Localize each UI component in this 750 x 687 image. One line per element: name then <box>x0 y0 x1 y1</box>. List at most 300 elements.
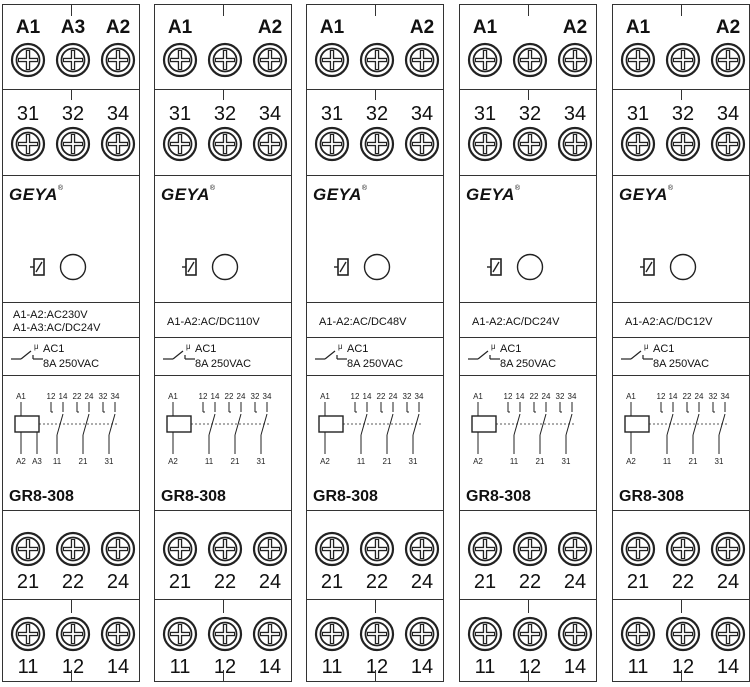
terminal-screw-icon <box>622 618 654 650</box>
indicator-led-icon <box>61 255 86 280</box>
contact-class: AC1 <box>43 343 65 355</box>
center-mark <box>528 670 529 681</box>
brand-name: GEYA <box>9 185 58 204</box>
terminal-screw-icon <box>622 128 654 160</box>
center-mark <box>375 89 376 100</box>
diagram-terminal-label: 14 <box>362 392 372 401</box>
contact-terminal-label: 24 <box>563 571 587 593</box>
contact-rating: 8A 250VAC <box>43 358 100 370</box>
diagram-terminal-label: 22 <box>376 392 386 401</box>
center-mark <box>528 5 529 16</box>
terminal-screw-icon <box>164 618 196 650</box>
brand-name: GEYA <box>313 185 362 204</box>
coil-terminal-label: A2 <box>257 17 283 38</box>
relay-module <box>459 4 597 682</box>
terminal-screw-icon <box>102 533 134 565</box>
diagram-terminal-label: 11 <box>509 457 519 466</box>
brand-logo <box>466 185 521 205</box>
terminal-screw-icon <box>12 533 44 565</box>
contact-terminal-label: 11 <box>321 656 343 678</box>
diagram-terminal-label: 21 <box>382 457 392 466</box>
contact-terminal-label: 21 <box>626 571 650 593</box>
center-mark <box>681 89 682 100</box>
terminal-row <box>3 531 139 567</box>
model-number: GR8-308 <box>313 488 378 505</box>
module-divider <box>307 302 443 303</box>
diagram-terminal-label: A2 <box>626 457 636 466</box>
diagram-terminal-label: 34 <box>110 392 120 401</box>
contact-terminal-label: 12 <box>213 656 237 678</box>
indicator-led-icon <box>671 255 696 280</box>
diagram-terminal-label: 34 <box>567 392 577 401</box>
wiring-diagram <box>460 390 596 470</box>
contact-terminal-label: 24 <box>410 571 434 593</box>
contact-terminal-label: 34 <box>716 103 740 125</box>
diagram-terminal-label: 12 <box>656 392 666 401</box>
terminal-screw-icon <box>316 618 348 650</box>
terminal-screw-icon <box>712 533 744 565</box>
diagram-terminal-label: 32 <box>708 392 718 401</box>
terminal-screw-icon <box>469 128 501 160</box>
terminal-screw-icon <box>164 44 196 76</box>
diagram-terminal-label: 14 <box>58 392 68 401</box>
center-mark <box>681 5 682 16</box>
contact-terminal-label: 32 <box>671 103 695 125</box>
coil-rating: A1-A2:AC/DC24V <box>472 316 560 328</box>
indicator-led-icon <box>213 255 238 280</box>
terminal-screw-icon <box>12 44 44 76</box>
contact-terminal-label: 22 <box>213 571 237 593</box>
coil-symbol-icon <box>307 250 443 286</box>
center-mark <box>681 599 682 613</box>
contact-terminal-label: 21 <box>168 571 192 593</box>
terminal-row <box>155 126 291 162</box>
module-divider <box>613 302 749 303</box>
terminal-screw-icon <box>209 533 241 565</box>
module-divider <box>3 337 139 338</box>
terminal-screw-icon <box>57 533 89 565</box>
contact-terminal-label: 14 <box>258 656 282 678</box>
module-divider <box>155 375 291 376</box>
micro-gap-label: μ <box>644 342 649 351</box>
terminal-row <box>613 126 749 162</box>
terminal-row <box>3 616 139 652</box>
terminal-row <box>307 126 443 162</box>
coil-box <box>625 416 649 432</box>
diagram-terminal-label: 14 <box>210 392 220 401</box>
diagram-terminal-label: 22 <box>529 392 539 401</box>
contact-terminal-label: 31 <box>626 103 650 125</box>
coil-symbol-icon <box>155 250 291 286</box>
contact-terminal-label: 11 <box>474 656 496 678</box>
diagram-terminal-label: 24 <box>84 392 94 401</box>
module-divider <box>613 175 749 176</box>
coil-terminal-label: A2 <box>715 17 741 38</box>
relay-module <box>306 4 444 682</box>
diagram-terminal-label: 31 <box>104 457 114 466</box>
terminal-screw-icon <box>406 618 438 650</box>
center-mark <box>223 599 224 613</box>
module-divider <box>613 375 749 376</box>
contact-terminal-label: 32 <box>213 103 237 125</box>
contact-terminal-label: 24 <box>258 571 282 593</box>
terminal-screw-icon <box>559 128 591 160</box>
terminal-screw-icon <box>316 44 348 76</box>
module-divider <box>3 510 139 511</box>
module-divider <box>613 510 749 511</box>
module-divider <box>460 175 596 176</box>
diagram-terminal-label: 24 <box>694 392 704 401</box>
diagram-terminal-label: A1 <box>16 392 26 401</box>
contact-terminal-label: 14 <box>410 656 434 678</box>
diagram-terminal-label: A3 <box>32 457 42 466</box>
terminal-screw-icon <box>406 533 438 565</box>
center-mark <box>375 670 376 681</box>
micro-gap-label: μ <box>338 342 343 351</box>
contact-terminal-label: 12 <box>365 656 389 678</box>
coil-terminal-label: A1 <box>15 17 41 38</box>
module-divider <box>460 337 596 338</box>
coil-terminal-label: A1 <box>472 17 498 38</box>
contact-terminal-label: 34 <box>106 103 130 125</box>
contact-terminal-label: 12 <box>518 656 542 678</box>
coil-rating: A1-A2:AC/DC12V <box>625 316 713 328</box>
registered-mark: ® <box>361 185 368 192</box>
coil-box <box>472 416 496 432</box>
contact-rating: 8A 250VAC <box>653 358 710 370</box>
diagram-terminal-label: 21 <box>78 457 88 466</box>
coil-terminal-label: A3 <box>60 17 86 38</box>
terminal-screw-icon <box>406 44 438 76</box>
diagram-terminal-label: 31 <box>408 457 418 466</box>
brand-name: GEYA <box>619 185 668 204</box>
module-divider <box>3 302 139 303</box>
center-mark <box>223 670 224 681</box>
diagram-terminal-label: 32 <box>250 392 260 401</box>
coil-symbol-icon <box>3 250 139 286</box>
diagram-terminal-label: 32 <box>402 392 412 401</box>
micro-gap-label: μ <box>491 342 496 351</box>
center-mark <box>71 670 72 681</box>
diagram-terminal-label: A1 <box>168 392 178 401</box>
contact-terminal-label: 22 <box>671 571 695 593</box>
coil-symbol-icon <box>613 250 749 286</box>
terminal-row <box>155 531 291 567</box>
terminal-row <box>613 42 749 78</box>
coil-symbol-icon <box>460 250 596 286</box>
terminal-screw-icon <box>102 128 134 160</box>
terminal-screw-icon <box>57 618 89 650</box>
coil-box <box>319 416 343 432</box>
coil-rating: A1-A2:AC/DC48V <box>319 316 407 328</box>
terminal-row <box>460 531 596 567</box>
contact-terminal-label: 34 <box>258 103 282 125</box>
center-mark <box>528 89 529 100</box>
module-divider <box>460 510 596 511</box>
module-divider <box>307 337 443 338</box>
wiring-diagram <box>3 390 139 470</box>
terminal-row <box>155 42 291 78</box>
diagram-terminal-label: 21 <box>688 457 698 466</box>
brand-name: GEYA <box>466 185 515 204</box>
contact-terminal-label: 34 <box>563 103 587 125</box>
brand-name: GEYA <box>161 185 210 204</box>
terminal-screw-icon <box>316 533 348 565</box>
diagram-terminal-label: 22 <box>682 392 692 401</box>
terminal-screw-icon <box>254 618 286 650</box>
brand-logo <box>313 185 368 205</box>
micro-gap-label: μ <box>186 342 191 351</box>
contact-terminal-label: 12 <box>61 656 85 678</box>
coil-terminal-label: A1 <box>319 17 345 38</box>
center-mark <box>223 89 224 100</box>
terminal-screw-icon <box>514 618 546 650</box>
terminal-screw-icon <box>406 128 438 160</box>
contact-terminal-label: 11 <box>169 656 191 678</box>
diagram-terminal-label: 24 <box>236 392 246 401</box>
terminal-screw-icon <box>164 533 196 565</box>
center-mark <box>528 599 529 613</box>
diagram-terminal-label: 34 <box>720 392 730 401</box>
terminal-screw-icon <box>514 533 546 565</box>
relay-module <box>2 4 140 682</box>
micro-gap-label: μ <box>34 342 39 351</box>
diagram-terminal-label: 31 <box>561 457 571 466</box>
terminal-screw-icon <box>514 128 546 160</box>
terminal-screw-icon <box>209 128 241 160</box>
contact-terminal-label: 21 <box>16 571 40 593</box>
terminal-screw-icon <box>12 618 44 650</box>
module-divider <box>460 302 596 303</box>
contact-terminal-label: 21 <box>473 571 497 593</box>
terminal-screw-icon <box>361 533 393 565</box>
model-number: GR8-308 <box>161 488 226 505</box>
terminal-screw-icon <box>102 618 134 650</box>
terminal-screw-icon <box>667 533 699 565</box>
diagram-terminal-label: A1 <box>320 392 330 401</box>
relay-module <box>154 4 292 682</box>
terminal-screw-icon <box>559 44 591 76</box>
relay-module <box>612 4 750 682</box>
contact-terminal-label: 14 <box>716 656 740 678</box>
diagram-terminal-label: A2 <box>320 457 330 466</box>
diagram-terminal-label: 32 <box>98 392 108 401</box>
terminal-screw-icon <box>254 44 286 76</box>
terminal-row <box>460 616 596 652</box>
registered-mark: ® <box>667 185 674 192</box>
terminal-screw-icon <box>712 128 744 160</box>
contact-terminal-label: 31 <box>16 103 40 125</box>
diagram-terminal-label: A2 <box>16 457 26 466</box>
diagram-terminal-label: 31 <box>714 457 724 466</box>
terminal-screw-icon <box>57 128 89 160</box>
terminal-screw-icon <box>12 128 44 160</box>
module-divider <box>307 375 443 376</box>
module-divider <box>155 510 291 511</box>
diagram-terminal-label: 12 <box>350 392 360 401</box>
terminal-row <box>307 531 443 567</box>
terminal-screw-icon <box>254 533 286 565</box>
diagram-terminal-label: 24 <box>541 392 551 401</box>
contact-terminal-label: 22 <box>61 571 85 593</box>
model-number: GR8-308 <box>619 488 684 505</box>
terminal-screw-icon <box>667 128 699 160</box>
contact-terminal-label: 14 <box>563 656 587 678</box>
coil-terminal-label: A2 <box>409 17 435 38</box>
terminal-screw-icon <box>712 44 744 76</box>
contact-terminal-label: 34 <box>410 103 434 125</box>
terminal-screw-icon <box>361 618 393 650</box>
module-divider <box>3 175 139 176</box>
contact-terminal-label: 31 <box>168 103 192 125</box>
terminal-screw-icon <box>469 533 501 565</box>
contact-rating: 8A 250VAC <box>195 358 252 370</box>
diagram-terminal-label: 12 <box>503 392 513 401</box>
coil-rating: A1-A2:AC230V <box>13 309 88 321</box>
contact-terminal-label: 22 <box>518 571 542 593</box>
terminal-screw-icon <box>469 44 501 76</box>
terminal-screw-icon <box>712 618 744 650</box>
contact-terminal-label: 31 <box>320 103 344 125</box>
coil-rating: A1-A3:AC/DC24V <box>13 322 101 334</box>
terminal-screw-icon <box>209 618 241 650</box>
diagram-terminal-label: 32 <box>555 392 565 401</box>
brand-logo <box>9 185 64 205</box>
contact-class: AC1 <box>653 343 675 355</box>
terminal-screw-icon <box>361 128 393 160</box>
diagram-terminal-label: 11 <box>52 457 62 466</box>
contact-terminal-label: 24 <box>716 571 740 593</box>
center-mark <box>223 5 224 16</box>
terminal-screw-icon <box>361 44 393 76</box>
contact-terminal-label: 11 <box>627 656 649 678</box>
diagram-terminal-label: 11 <box>662 457 672 466</box>
terminal-screw-icon <box>209 44 241 76</box>
diagram-terminal-label: 34 <box>414 392 424 401</box>
coil-box <box>167 416 191 432</box>
model-number: GR8-308 <box>466 488 531 505</box>
contact-terminal-label: 32 <box>518 103 542 125</box>
module-divider <box>155 337 291 338</box>
brand-logo <box>161 185 216 205</box>
diagram-terminal-label: A2 <box>473 457 483 466</box>
wiring-diagram <box>613 390 749 470</box>
wiring-diagram <box>155 390 291 470</box>
contact-terminal-label: 32 <box>61 103 85 125</box>
terminal-row <box>307 616 443 652</box>
contact-terminal-label: 11 <box>17 656 39 678</box>
center-mark <box>71 5 72 16</box>
terminal-screw-icon <box>667 618 699 650</box>
diagram-terminal-label: 14 <box>515 392 525 401</box>
module-divider <box>3 375 139 376</box>
terminal-screw-icon <box>559 533 591 565</box>
module-divider <box>155 302 291 303</box>
indicator-led-icon <box>365 255 390 280</box>
coil-rating: A1-A2:AC/DC110V <box>167 316 260 328</box>
coil-terminal-label: A1 <box>625 17 651 38</box>
indicator-led-icon <box>518 255 543 280</box>
module-divider <box>155 175 291 176</box>
center-mark <box>71 89 72 100</box>
terminal-row <box>3 42 139 78</box>
diagram-terminal-label: 12 <box>198 392 208 401</box>
diagram-terminal-label: 14 <box>668 392 678 401</box>
contact-rating: 8A 250VAC <box>347 358 404 370</box>
coil-box <box>15 416 39 432</box>
terminal-screw-icon <box>469 618 501 650</box>
module-divider <box>307 510 443 511</box>
diagram-terminal-label: 24 <box>388 392 398 401</box>
diagram-terminal-label: 21 <box>535 457 545 466</box>
wiring-diagram <box>307 390 443 470</box>
contact-terminal-label: 12 <box>671 656 695 678</box>
model-number: GR8-308 <box>9 488 74 505</box>
center-mark <box>375 5 376 16</box>
diagram-terminal-label: 11 <box>204 457 214 466</box>
coil-terminal-label: A2 <box>105 17 131 38</box>
diagram-terminal-label: 12 <box>46 392 56 401</box>
terminal-screw-icon <box>102 44 134 76</box>
contact-terminal-label: 14 <box>106 656 130 678</box>
terminal-row <box>460 42 596 78</box>
contact-terminal-label: 22 <box>365 571 389 593</box>
terminal-screw-icon <box>57 44 89 76</box>
terminal-row <box>307 42 443 78</box>
terminal-row <box>613 531 749 567</box>
registered-mark: ® <box>57 185 64 192</box>
diagram-terminal-label: 21 <box>230 457 240 466</box>
contact-class: AC1 <box>347 343 369 355</box>
center-mark <box>681 670 682 681</box>
terminal-screw-icon <box>622 533 654 565</box>
terminal-row <box>155 616 291 652</box>
contact-terminal-label: 24 <box>106 571 130 593</box>
contact-terminal-label: 31 <box>473 103 497 125</box>
center-mark <box>375 599 376 613</box>
terminal-screw-icon <box>667 44 699 76</box>
terminal-screw-icon <box>514 44 546 76</box>
diagram-terminal-label: A1 <box>473 392 483 401</box>
center-mark <box>71 599 72 613</box>
contact-terminal-label: 21 <box>320 571 344 593</box>
module-divider <box>613 337 749 338</box>
contact-class: AC1 <box>195 343 217 355</box>
terminal-screw-icon <box>559 618 591 650</box>
terminal-screw-icon <box>316 128 348 160</box>
diagram-terminal-label: 31 <box>256 457 266 466</box>
terminal-screw-icon <box>622 44 654 76</box>
contact-class: AC1 <box>500 343 522 355</box>
registered-mark: ® <box>514 185 521 192</box>
coil-terminal-label: A2 <box>562 17 588 38</box>
diagram-terminal-label: A2 <box>168 457 178 466</box>
module-divider <box>307 175 443 176</box>
terminal-row <box>613 616 749 652</box>
diagram-terminal-label: 34 <box>262 392 272 401</box>
terminal-row <box>3 126 139 162</box>
terminal-screw-icon <box>164 128 196 160</box>
diagram-terminal-label: A1 <box>626 392 636 401</box>
terminal-screw-icon <box>254 128 286 160</box>
module-divider <box>460 375 596 376</box>
diagram-terminal-label: 22 <box>72 392 82 401</box>
terminal-row <box>460 126 596 162</box>
contact-terminal-label: 32 <box>365 103 389 125</box>
registered-mark: ® <box>209 185 216 192</box>
contact-rating: 8A 250VAC <box>500 358 557 370</box>
diagram-terminal-label: 22 <box>224 392 234 401</box>
